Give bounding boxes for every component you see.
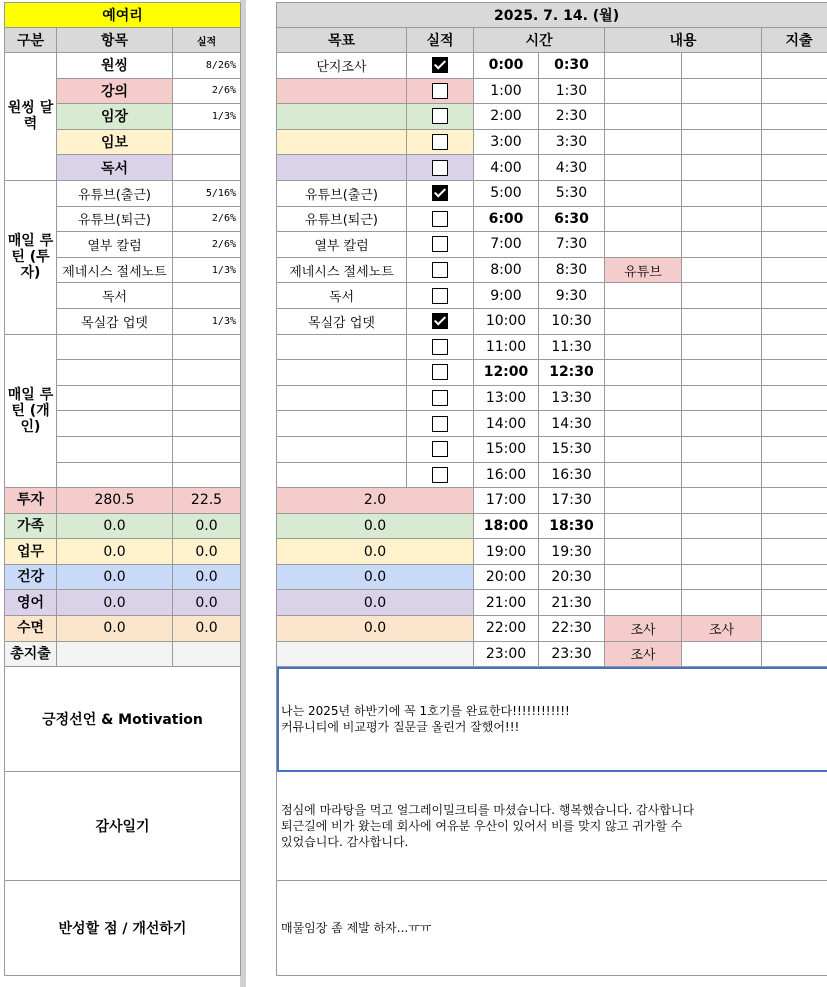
checkbox-unchecked-icon[interactable] bbox=[432, 467, 448, 483]
done-cell[interactable] bbox=[407, 232, 474, 258]
time-end: 12:30 bbox=[539, 360, 605, 386]
summary-label: 영어 bbox=[5, 590, 57, 616]
expense-cell[interactable] bbox=[762, 462, 827, 488]
time-start: 9:00 bbox=[474, 283, 539, 309]
goal-cell[interactable] bbox=[277, 360, 407, 386]
content-cell-1[interactable]: 조사 bbox=[605, 616, 682, 642]
item-progress[interactable] bbox=[173, 436, 241, 462]
checkbox-checked-icon[interactable] bbox=[432, 57, 448, 73]
time-end: 16:30 bbox=[539, 462, 605, 488]
time-end: 2:30 bbox=[539, 104, 605, 130]
content-cell-1[interactable] bbox=[605, 539, 682, 565]
time-end: 6:30 bbox=[539, 206, 605, 232]
expense-cell[interactable] bbox=[762, 360, 827, 386]
goal-cell[interactable] bbox=[277, 462, 407, 488]
content-cell-1[interactable] bbox=[605, 360, 682, 386]
done-cell[interactable] bbox=[407, 385, 474, 411]
time-start: 1:00 bbox=[474, 78, 539, 104]
expense-cell[interactable] bbox=[762, 411, 827, 437]
summary-total: 0.0 bbox=[57, 513, 173, 539]
summary-label: 업무 bbox=[5, 539, 57, 565]
item-label: 강의 bbox=[57, 78, 173, 104]
motivation-label: 긍정선언 & Motivation bbox=[5, 667, 241, 772]
checkbox-unchecked-icon[interactable] bbox=[432, 339, 448, 355]
summary-label: 가족 bbox=[5, 513, 57, 539]
item-label: 열부 칼럼 bbox=[57, 232, 173, 258]
goal-cell[interactable]: 0.0 bbox=[277, 539, 474, 565]
checkbox-unchecked-icon[interactable] bbox=[432, 364, 448, 380]
time-end: 4:30 bbox=[539, 155, 605, 181]
summary-actual: 22.5 bbox=[173, 488, 241, 514]
time-start: 18:00 bbox=[474, 513, 539, 539]
time-start: 23:00 bbox=[474, 641, 539, 667]
content-cell-1[interactable] bbox=[605, 53, 682, 79]
expense-cell[interactable] bbox=[762, 206, 827, 232]
done-cell[interactable] bbox=[407, 436, 474, 462]
summary-label: 투자 bbox=[5, 488, 57, 514]
expense-cell[interactable] bbox=[762, 257, 827, 283]
item-label: 독서 bbox=[57, 155, 173, 181]
checkbox-unchecked-icon[interactable] bbox=[432, 83, 448, 99]
content-cell-1[interactable] bbox=[605, 436, 682, 462]
item-progress: 1/3% bbox=[173, 257, 241, 283]
content-cell-2[interactable]: 조사 bbox=[682, 616, 762, 642]
item-progress bbox=[173, 129, 241, 155]
content-cell-2[interactable] bbox=[682, 334, 762, 360]
goal-cell[interactable]: 유튜브(퇴근) bbox=[277, 206, 407, 232]
goal-cell[interactable]: 0.0 bbox=[277, 590, 474, 616]
time-start: 22:00 bbox=[474, 616, 539, 642]
group-oneting-calendar: 원씽 달력 bbox=[5, 53, 57, 181]
content-cell-1[interactable] bbox=[605, 513, 682, 539]
time-start: 6:00 bbox=[474, 206, 539, 232]
expense-cell[interactable] bbox=[762, 334, 827, 360]
summary-actual: 0.0 bbox=[173, 539, 241, 565]
item-label: 제네시스 절세노트 bbox=[57, 257, 173, 283]
time-start: 20:00 bbox=[474, 564, 539, 590]
time-start: 14:00 bbox=[474, 411, 539, 437]
goal-cell[interactable] bbox=[277, 155, 407, 181]
time-end: 20:30 bbox=[539, 564, 605, 590]
checkbox-unchecked-icon[interactable] bbox=[432, 262, 448, 278]
time-end: 5:30 bbox=[539, 180, 605, 206]
summary-actual: 0.0 bbox=[173, 590, 241, 616]
time-start: 7:00 bbox=[474, 232, 539, 258]
content-cell-2[interactable] bbox=[682, 53, 762, 79]
checkbox-unchecked-icon[interactable] bbox=[432, 390, 448, 406]
time-end: 1:30 bbox=[539, 78, 605, 104]
content-cell-2[interactable] bbox=[682, 232, 762, 258]
content-cell-2[interactable] bbox=[682, 129, 762, 155]
content-cell-2[interactable] bbox=[682, 539, 762, 565]
item-label: 원씽 bbox=[57, 53, 173, 79]
time-end: 8:30 bbox=[539, 257, 605, 283]
time-start: 0:00 bbox=[474, 53, 539, 79]
goal-cell[interactable] bbox=[277, 104, 407, 130]
time-start: 13:00 bbox=[474, 385, 539, 411]
item-progress: 1/3% bbox=[173, 308, 241, 334]
time-start: 5:00 bbox=[474, 180, 539, 206]
checkbox-checked-icon[interactable] bbox=[432, 185, 448, 201]
item-label: 임장 bbox=[57, 104, 173, 130]
item-label[interactable] bbox=[57, 334, 173, 360]
time-end: 14:30 bbox=[539, 411, 605, 437]
summary-total: 0.0 bbox=[57, 564, 173, 590]
time-start: 15:00 bbox=[474, 436, 539, 462]
expense-cell[interactable] bbox=[762, 104, 827, 130]
left-summary-table bbox=[4, 2, 241, 976]
content-cell-1[interactable] bbox=[605, 283, 682, 309]
content-cell-2[interactable] bbox=[682, 488, 762, 514]
content-cell-1[interactable] bbox=[605, 155, 682, 181]
item-progress: 5/16% bbox=[173, 180, 241, 206]
sheet-title: 예여리 bbox=[5, 3, 241, 28]
time-start: 4:00 bbox=[474, 155, 539, 181]
goal-cell[interactable] bbox=[277, 385, 407, 411]
content-cell-1[interactable] bbox=[605, 334, 682, 360]
checkbox-unchecked-icon[interactable] bbox=[432, 211, 448, 227]
goal-cell[interactable]: 0.0 bbox=[277, 616, 474, 642]
expense-cell[interactable] bbox=[762, 129, 827, 155]
item-progress bbox=[173, 155, 241, 181]
done-cell[interactable] bbox=[407, 206, 474, 232]
summary-total: 280.5 bbox=[57, 488, 173, 514]
gratitude-label: 감사일기 bbox=[5, 772, 241, 881]
item-label[interactable] bbox=[57, 436, 173, 462]
content-cell-1[interactable]: 조사 bbox=[605, 641, 682, 667]
expense-cell[interactable] bbox=[762, 78, 827, 104]
time-end: 15:30 bbox=[539, 436, 605, 462]
time-end: 19:30 bbox=[539, 539, 605, 565]
content-cell-1[interactable] bbox=[605, 78, 682, 104]
expense-cell[interactable] bbox=[762, 308, 827, 334]
item-label[interactable] bbox=[57, 360, 173, 386]
content-cell-2[interactable] bbox=[682, 180, 762, 206]
checkbox-unchecked-icon[interactable] bbox=[432, 416, 448, 432]
content-cell-2[interactable] bbox=[682, 78, 762, 104]
time-start: 12:00 bbox=[474, 360, 539, 386]
content-cell-2[interactable] bbox=[682, 308, 762, 334]
content-cell-1[interactable] bbox=[605, 206, 682, 232]
content-cell-2[interactable] bbox=[682, 283, 762, 309]
expense-cell[interactable] bbox=[762, 180, 827, 206]
goal-cell[interactable]: 독서 bbox=[277, 283, 407, 309]
checkbox-unchecked-icon[interactable] bbox=[432, 288, 448, 304]
header-item: 항목 bbox=[57, 28, 173, 53]
time-start: 21:00 bbox=[474, 590, 539, 616]
content-cell-2[interactable] bbox=[682, 590, 762, 616]
checkbox-unchecked-icon[interactable] bbox=[432, 236, 448, 252]
done-cell[interactable] bbox=[407, 360, 474, 386]
goal-cell[interactable] bbox=[277, 436, 407, 462]
content-cell-2[interactable] bbox=[682, 513, 762, 539]
item-label: 독서 bbox=[57, 283, 173, 309]
time-end: 17:30 bbox=[539, 488, 605, 514]
content-cell-2[interactable] bbox=[682, 385, 762, 411]
goal-cell[interactable] bbox=[277, 411, 407, 437]
item-label: 유튜브(출근) bbox=[57, 180, 173, 206]
content-cell-2[interactable] bbox=[682, 155, 762, 181]
header-done: 실적 bbox=[407, 28, 474, 53]
header-time: 시간 bbox=[474, 28, 605, 53]
goal-cell[interactable] bbox=[277, 129, 407, 155]
goal-cell[interactable] bbox=[277, 334, 407, 360]
time-start: 3:00 bbox=[474, 129, 539, 155]
expense-cell[interactable] bbox=[762, 641, 827, 667]
done-cell[interactable] bbox=[407, 257, 474, 283]
time-end: 3:30 bbox=[539, 129, 605, 155]
done-cell[interactable] bbox=[407, 462, 474, 488]
goal-cell[interactable]: 2.0 bbox=[277, 488, 474, 514]
done-cell[interactable] bbox=[407, 78, 474, 104]
content-cell-1[interactable] bbox=[605, 232, 682, 258]
expense-cell[interactable] bbox=[762, 155, 827, 181]
summary-total: 0.0 bbox=[57, 590, 173, 616]
reflection-label: 반성할 점 / 개선하기 bbox=[5, 881, 241, 976]
content-cell-1[interactable] bbox=[605, 564, 682, 590]
content-cell-2[interactable] bbox=[682, 462, 762, 488]
item-label: 임보 bbox=[57, 129, 173, 155]
content-cell-2[interactable] bbox=[682, 564, 762, 590]
item-progress[interactable] bbox=[173, 462, 241, 488]
goal-cell[interactable] bbox=[277, 78, 407, 104]
item-progress bbox=[173, 283, 241, 309]
header-expense: 지출 bbox=[762, 28, 827, 53]
done-cell[interactable] bbox=[407, 411, 474, 437]
content-cell-1[interactable] bbox=[605, 385, 682, 411]
content-cell-2[interactable] bbox=[682, 436, 762, 462]
done-cell[interactable] bbox=[407, 334, 474, 360]
summary-label: 총지출 bbox=[5, 641, 57, 667]
summary-total bbox=[57, 641, 173, 667]
content-cell-1[interactable] bbox=[605, 104, 682, 130]
checkbox-unchecked-icon[interactable] bbox=[432, 441, 448, 457]
goal-cell[interactable] bbox=[277, 641, 474, 667]
done-cell[interactable] bbox=[407, 155, 474, 181]
expense-cell[interactable] bbox=[762, 513, 827, 539]
header-result: 실적 bbox=[173, 28, 241, 53]
checkbox-unchecked-icon[interactable] bbox=[432, 108, 448, 124]
content-cell-1[interactable] bbox=[605, 308, 682, 334]
item-label[interactable] bbox=[57, 462, 173, 488]
goal-cell[interactable]: 열부 칼럼 bbox=[277, 232, 407, 258]
time-end: 9:30 bbox=[539, 283, 605, 309]
time-start: 8:00 bbox=[474, 257, 539, 283]
checkbox-checked-icon[interactable] bbox=[432, 313, 448, 329]
summary-label: 건강 bbox=[5, 564, 57, 590]
expense-cell[interactable] bbox=[762, 53, 827, 79]
content-cell-2[interactable] bbox=[682, 360, 762, 386]
item-progress: 2/6% bbox=[173, 206, 241, 232]
expense-cell[interactable] bbox=[762, 436, 827, 462]
item-label: 목실감 업뎃 bbox=[57, 308, 173, 334]
content-cell-2[interactable] bbox=[682, 104, 762, 130]
expense-cell[interactable] bbox=[762, 564, 827, 590]
summary-actual: 0.0 bbox=[173, 513, 241, 539]
time-start: 10:00 bbox=[474, 308, 539, 334]
content-cell-1[interactable] bbox=[605, 180, 682, 206]
expense-cell[interactable] bbox=[762, 616, 827, 642]
content-cell-2[interactable] bbox=[682, 257, 762, 283]
time-end: 23:30 bbox=[539, 641, 605, 667]
item-progress[interactable] bbox=[173, 385, 241, 411]
expense-cell[interactable] bbox=[762, 590, 827, 616]
content-cell-2[interactable] bbox=[682, 206, 762, 232]
checkbox-unchecked-icon[interactable] bbox=[432, 160, 448, 176]
content-cell-1[interactable] bbox=[605, 462, 682, 488]
item-progress: 8/26% bbox=[173, 53, 241, 79]
header-category: 구분 bbox=[5, 28, 57, 53]
summary-label: 수면 bbox=[5, 616, 57, 642]
expense-cell[interactable] bbox=[762, 539, 827, 565]
summary-total: 0.0 bbox=[57, 539, 173, 565]
group-daily-personal: 매일 루틴 (개인) bbox=[5, 334, 57, 488]
time-end: 0:30 bbox=[539, 53, 605, 79]
goal-cell[interactable]: 목실감 업뎃 bbox=[277, 308, 407, 334]
goal-cell[interactable]: 유튜브(출근) bbox=[277, 180, 407, 206]
item-progress: 1/3% bbox=[173, 104, 241, 130]
item-label: 유튜브(퇴근) bbox=[57, 206, 173, 232]
time-end: 13:30 bbox=[539, 385, 605, 411]
time-end: 11:30 bbox=[539, 334, 605, 360]
item-progress[interactable] bbox=[173, 334, 241, 360]
group-daily-invest: 매일 루틴 (투자) bbox=[5, 180, 57, 334]
checkbox-unchecked-icon[interactable] bbox=[432, 134, 448, 150]
done-cell[interactable] bbox=[407, 129, 474, 155]
done-cell[interactable] bbox=[407, 180, 474, 206]
time-end: 7:30 bbox=[539, 232, 605, 258]
item-label[interactable] bbox=[57, 385, 173, 411]
expense-cell[interactable] bbox=[762, 232, 827, 258]
item-progress: 2/6% bbox=[173, 232, 241, 258]
schedule-date: 2025. 7. 14. (월) bbox=[277, 3, 827, 28]
summary-actual: 0.0 bbox=[173, 616, 241, 642]
time-start: 16:00 bbox=[474, 462, 539, 488]
content-cell-1[interactable] bbox=[605, 129, 682, 155]
reflection-text[interactable]: 매물임장 좀 제발 하자...ㅠㅠ bbox=[277, 881, 827, 976]
time-start: 19:00 bbox=[474, 539, 539, 565]
goal-cell[interactable]: 0.0 bbox=[277, 513, 474, 539]
content-cell-2[interactable] bbox=[682, 411, 762, 437]
item-label[interactable] bbox=[57, 411, 173, 437]
time-start: 17:00 bbox=[474, 488, 539, 514]
done-cell[interactable] bbox=[407, 308, 474, 334]
header-content: 내용 bbox=[605, 28, 762, 53]
time-end: 21:30 bbox=[539, 590, 605, 616]
right-schedule-table bbox=[276, 2, 827, 976]
done-cell[interactable] bbox=[407, 53, 474, 79]
goal-cell[interactable]: 0.0 bbox=[277, 564, 474, 590]
motivation-text[interactable]: 나는 2025년 하반기에 꼭 1호기를 완료한다!!!!!!!!!!!! 커뮤니티에 비교평가 질문글 올린거 잘했어!!! bbox=[277, 667, 827, 772]
expense-cell[interactable] bbox=[762, 283, 827, 309]
content-cell-2[interactable] bbox=[682, 641, 762, 667]
time-start: 2:00 bbox=[474, 104, 539, 130]
content-cell-1[interactable] bbox=[605, 590, 682, 616]
done-cell[interactable] bbox=[407, 104, 474, 130]
content-cell-1[interactable] bbox=[605, 488, 682, 514]
done-cell[interactable] bbox=[407, 283, 474, 309]
content-cell-1[interactable]: 유튜브 bbox=[605, 257, 682, 283]
item-progress[interactable] bbox=[173, 360, 241, 386]
item-progress[interactable] bbox=[173, 411, 241, 437]
goal-cell[interactable]: 제네시스 절세노트 bbox=[277, 257, 407, 283]
item-progress: 2/6% bbox=[173, 78, 241, 104]
time-end: 22:30 bbox=[539, 616, 605, 642]
summary-actual: 0.0 bbox=[173, 564, 241, 590]
expense-cell[interactable] bbox=[762, 488, 827, 514]
expense-cell[interactable] bbox=[762, 385, 827, 411]
header-goal: 목표 bbox=[277, 28, 407, 53]
time-end: 18:30 bbox=[539, 513, 605, 539]
time-start: 11:00 bbox=[474, 334, 539, 360]
time-end: 10:30 bbox=[539, 308, 605, 334]
gratitude-text[interactable]: 점심에 마라탕을 먹고 얼그레이밀크티를 마셨습니다. 행복했습니다. 감사합니다 퇴근길에 비가 왔는데 회사에 여유분 우산이 있어서 비를 맞지 않고 귀가할 수 있었습니다. 감사합니다. bbox=[277, 772, 827, 881]
summary-total: 0.0 bbox=[57, 616, 173, 642]
summary-actual bbox=[173, 641, 241, 667]
content-cell-1[interactable] bbox=[605, 411, 682, 437]
goal-cell[interactable]: 단지조사 bbox=[277, 53, 407, 79]
